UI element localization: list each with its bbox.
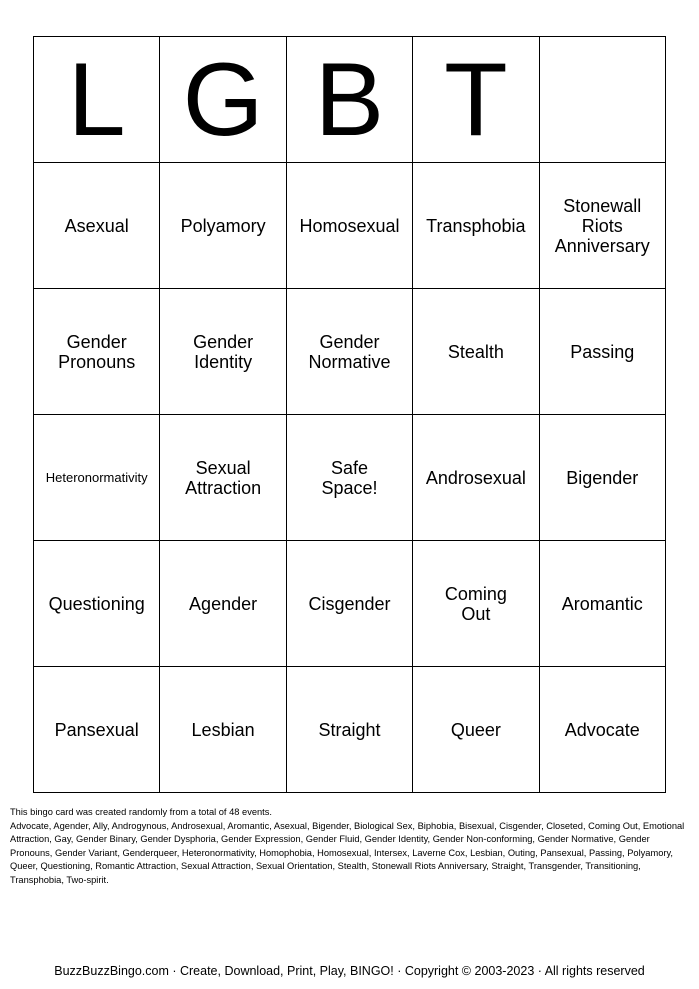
- cell-label: Advocate: [564, 719, 640, 740]
- footnote-intro: This bingo card was created randomly from a total of 48 events.: [10, 807, 272, 817]
- bingo-cell: [160, 289, 286, 415]
- cell-label: Straight: [318, 719, 381, 740]
- cell-label: Gender Normative: [308, 331, 391, 372]
- header-letter-t: T: [413, 37, 539, 163]
- header-letter-b: B: [286, 37, 412, 163]
- cell-label: Transphobia: [426, 215, 526, 236]
- bingo-cell: [286, 289, 412, 415]
- cell-label: Stonewall Riots Anniversary: [554, 195, 650, 256]
- footnote-event-list: Advocate, Agender, Ally, Androgynous, Androsexual, Aromantic, Asexual, Bigender, Biological Sex, Biphobia, Bisexual, Cisgender, Closeted, Coming Out, Emotional Attraction, Gay, Gender Binary, Gender Dysphoria, Gender Expression, Gender Fluid, Gender Identity, Gender Non-conforming, Gender Normative, Gender Pronouns, Gender Variant, Genderqueer, Heteronormativity, Homophobia, Homosexual, Intersex, Laverne Cox, Lesbian, Outing, Pansexual, Passing, Polyamory, Queer, Questioning, Romantic Attraction, Sexual Attraction, Sexual Orientation, Stealth, Stonewall Riots Anniversary, Straight, Transgender, Transitioning, Transphobia, Two-spirit.: [10, 820, 685, 885]
- cell-label: Homosexual: [299, 215, 400, 236]
- cell-label: Sexual Attraction: [185, 457, 262, 498]
- bingo-cell: [539, 415, 665, 541]
- cell-label: Stealth: [447, 341, 504, 362]
- bingo-cell: [413, 163, 539, 289]
- header-row: [34, 37, 666, 163]
- header-letter-g: G: [160, 37, 286, 163]
- bingo-cell: [34, 415, 160, 541]
- bingo-cell: [286, 541, 412, 667]
- cell-label: Pansexual: [54, 719, 139, 740]
- copyright-line: BuzzBuzzBingo.com · Create, Download, Print, Play, BINGO! · Copyright © 2003-2023 · All rights reserved: [54, 964, 645, 978]
- cell-label: Androsexual: [425, 467, 526, 488]
- bingo-card: [33, 36, 666, 793]
- grid-row: [34, 667, 666, 793]
- grid-row: [34, 415, 666, 541]
- cell-label: Gender Identity: [193, 331, 254, 372]
- cell-label: Questioning: [48, 593, 145, 614]
- cell-label: Agender: [189, 593, 258, 614]
- bingo-cell: [539, 163, 665, 289]
- bingo-cell: [413, 415, 539, 541]
- header-letter-blank: [539, 37, 665, 163]
- grid-row: [34, 163, 666, 289]
- grid-row: [34, 541, 666, 667]
- bingo-cell: [34, 667, 160, 793]
- bingo-cell: [539, 289, 665, 415]
- cell-label: Cisgender: [308, 593, 391, 614]
- header-letter-l: L: [34, 37, 160, 163]
- bingo-cell: [413, 541, 539, 667]
- bingo-cell: [413, 667, 539, 793]
- bingo-cell: [413, 289, 539, 415]
- cell-label: Passing: [570, 341, 635, 362]
- bingo-cell: [286, 415, 412, 541]
- grid-row: [34, 289, 666, 415]
- cell-label: Heteronormativity: [45, 469, 148, 485]
- bingo-cell: [539, 541, 665, 667]
- cell-label: Safe Space!: [321, 457, 378, 498]
- cell-label: Aromantic: [561, 593, 643, 614]
- cell-label: Polyamory: [180, 215, 266, 236]
- bingo-cell: [160, 667, 286, 793]
- cell-label: Coming Out: [444, 583, 507, 624]
- bingo-cell: [160, 163, 286, 289]
- bingo-cell: [34, 541, 160, 667]
- bingo-cell: [160, 541, 286, 667]
- bingo-cell: [539, 667, 665, 793]
- cell-label: Lesbian: [191, 719, 255, 740]
- cell-label: Gender Pronouns: [58, 331, 136, 372]
- cell-label: Bigender: [566, 467, 639, 488]
- card-footnote: [10, 806, 690, 888]
- bingo-cell: [286, 163, 412, 289]
- bingo-cell: [160, 415, 286, 541]
- cell-label: Asexual: [64, 215, 129, 236]
- bingo-cell: [286, 667, 412, 793]
- bingo-cell: [34, 163, 160, 289]
- bingo-cell: [34, 289, 160, 415]
- cell-label: Queer: [450, 719, 501, 740]
